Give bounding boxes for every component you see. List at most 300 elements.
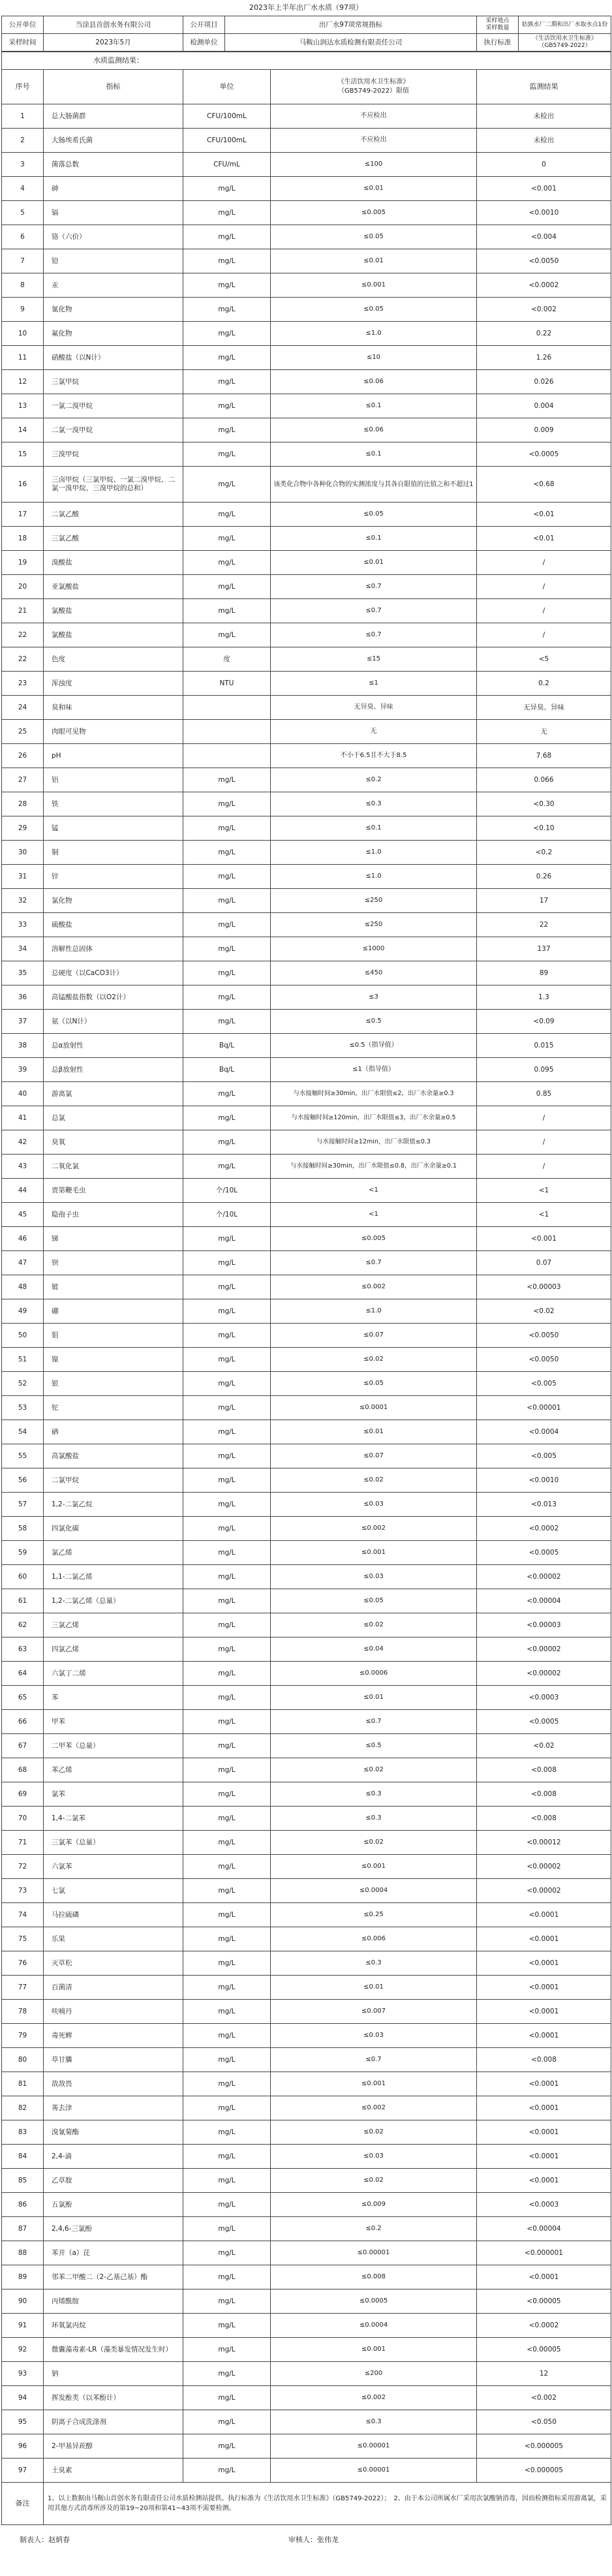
row-indicator: 氯苯 (44, 1782, 183, 1807)
table-row (2, 1396, 611, 1420)
row-result: / (477, 599, 611, 623)
row-result: <0.000001 (477, 2241, 611, 2265)
row-result: <0.0005 (477, 1710, 611, 1734)
table-row (2, 1734, 611, 1758)
table-row (2, 1855, 611, 1879)
row-unit: mg/L (183, 792, 271, 816)
row-indicator: 乙草胺 (44, 2169, 183, 2193)
row-result: <0.0005 (477, 1541, 611, 1565)
row-indicator: 六氯苯 (44, 1855, 183, 1879)
row-result: 0.2 (477, 672, 611, 696)
row-unit: mg/L (183, 2169, 271, 2193)
row-number: 40 (2, 1082, 44, 1106)
row-unit: mg/L (183, 816, 271, 841)
row-limit: ≤0.01 (271, 249, 477, 273)
row-indicator: 毒死蜱 (44, 2024, 183, 2048)
row-result: <0.0050 (477, 1324, 611, 1348)
row-indicator: pH (44, 744, 183, 768)
table-row (2, 1420, 611, 1444)
row-result: <0.005 (477, 1444, 611, 1468)
table-row (2, 1299, 611, 1324)
row-indicator: 汞 (44, 273, 183, 298)
row-number: 52 (2, 1372, 44, 1396)
row-unit: mg/L (183, 527, 271, 551)
row-indicator: 铊 (44, 1396, 183, 1420)
row-number: 21 (2, 599, 44, 623)
row-result: <0.0002 (477, 1517, 611, 1541)
row-result: <0.008 (477, 1758, 611, 1782)
reviewer-label: 审核人：张伟龙 (288, 2536, 339, 2544)
row-indicator: 铍 (44, 1275, 183, 1299)
table-row (2, 225, 611, 249)
row-indicator: 二氯乙酸 (44, 503, 183, 527)
row-indicator: 镉 (44, 201, 183, 225)
row-indicator: 三氯甲烷 (44, 370, 183, 394)
row-limit: ≤0.03 (271, 1493, 477, 1517)
table-row (2, 575, 611, 599)
table-row (2, 1807, 611, 1831)
row-number: 85 (2, 2169, 44, 2193)
row-indicator: 三卤甲烷（三氯甲烷、一氯二溴甲烷、二氯一溴甲烷、三溴甲烷的总和） (44, 467, 183, 503)
row-indicator: 三氯乙酸 (44, 527, 183, 551)
row-unit: mg/L (183, 2459, 271, 2483)
row-result: <0.0001 (477, 2096, 611, 2120)
row-result: <0.050 (477, 2410, 611, 2434)
table-row (2, 1976, 611, 2000)
results-body (2, 104, 611, 2483)
row-number: 8 (2, 273, 44, 298)
row-limit: 不应检出 (271, 104, 477, 129)
row-limit: ≤0.0005 (271, 2289, 477, 2314)
row-indicator: 浑浊度 (44, 672, 183, 696)
table-row (2, 623, 611, 647)
col-header-unit: 单位 (183, 70, 271, 104)
row-limit: ≤0.006 (271, 1927, 477, 1951)
row-number: 79 (2, 2024, 44, 2048)
row-unit (183, 696, 271, 720)
row-number: 31 (2, 865, 44, 889)
row-result: <0.0002 (477, 2314, 611, 2338)
table-row (2, 720, 611, 744)
signature-footer (1, 2525, 611, 2554)
row-indicator: 铁 (44, 792, 183, 816)
col-header-indicator: 指标 (44, 70, 183, 104)
table-row (2, 1034, 611, 1058)
row-result: 12 (477, 2362, 611, 2386)
row-number: 44 (2, 1179, 44, 1203)
row-number: 76 (2, 1951, 44, 1976)
row-limit: ≤0.1 (271, 394, 477, 418)
row-unit: mg/L (183, 1637, 271, 1662)
row-indicator: 铅 (44, 249, 183, 273)
row-number: 9 (2, 298, 44, 322)
row-limit: ≤0.03 (271, 2024, 477, 2048)
row-unit: mg/L (183, 1782, 271, 1807)
row-indicator: 六氯丁二烯 (44, 1662, 183, 1686)
remark-row (2, 2483, 611, 2525)
row-indicator: 氟化物 (44, 322, 183, 346)
row-limit: ≤0.005 (271, 201, 477, 225)
row-unit: mg/L (183, 1227, 271, 1251)
row-number: 46 (2, 1227, 44, 1251)
row-number: 96 (2, 2434, 44, 2459)
row-indicator: 溴氰菊酯 (44, 2120, 183, 2145)
row-limit: ≤15 (271, 647, 477, 672)
row-indicator: 2,4,6-三氯酚 (44, 2217, 183, 2241)
row-number: 1 (2, 104, 44, 129)
row-result: 未检出 (477, 104, 611, 129)
table-row (2, 2362, 611, 2386)
table-row (2, 2048, 611, 2072)
table-row (2, 2096, 611, 2120)
row-limit: ≤0.3 (271, 792, 477, 816)
row-number: 45 (2, 1203, 44, 1227)
header-row-2 (2, 34, 611, 52)
row-number: 77 (2, 1976, 44, 2000)
row-result: <5 (477, 647, 611, 672)
row-number: 50 (2, 1324, 44, 1348)
row-limit: ≤0.05 (271, 298, 477, 322)
row-number: 80 (2, 2048, 44, 2072)
report-sheet (1, 0, 611, 2554)
row-number: 83 (2, 2120, 44, 2145)
row-unit: mg/L (183, 1444, 271, 1468)
table-row (2, 2434, 611, 2459)
row-unit: mg/L (183, 1541, 271, 1565)
table-row (2, 527, 611, 551)
row-limit: ≤450 (271, 961, 477, 985)
row-unit: mg/L (183, 1348, 271, 1372)
row-limit: ≤1.0 (271, 1299, 477, 1324)
row-indicator: 1,1-二氯乙烯 (44, 1565, 183, 1589)
table-row (2, 201, 611, 225)
table-row (2, 1082, 611, 1106)
row-indicator: 氯酸盐 (44, 623, 183, 647)
row-indicator: 二氧化氯 (44, 1155, 183, 1179)
row-number: 69 (2, 1782, 44, 1807)
row-limit: ≤0.00001 (271, 2434, 477, 2459)
row-number: 58 (2, 1517, 44, 1541)
row-result: <0.0001 (477, 2169, 611, 2193)
row-limit: ≤0.2 (271, 2217, 477, 2241)
row-unit: mg/L (183, 1831, 271, 1855)
row-number: 63 (2, 1637, 44, 1662)
table-row (2, 394, 611, 418)
row-indicator: 铜 (44, 841, 183, 865)
row-result: 0.009 (477, 418, 611, 442)
row-indicator: 臭和味 (44, 696, 183, 720)
table-row (2, 2459, 611, 2483)
row-limit: ≤0.7 (271, 599, 477, 623)
row-result: <0.0002 (477, 273, 611, 298)
row-result: <0.0001 (477, 2000, 611, 2024)
row-number: 82 (2, 2096, 44, 2120)
row-result: <0.01 (477, 527, 611, 551)
row-indicator: 二甲苯（总量） (44, 1734, 183, 1758)
table-row (2, 2410, 611, 2434)
row-result: 0 (477, 153, 611, 177)
row-number: 60 (2, 1565, 44, 1589)
table-row (2, 1058, 611, 1082)
row-number: 3 (2, 153, 44, 177)
row-indicator: 镍 (44, 1348, 183, 1372)
row-result: <0.008 (477, 1782, 611, 1807)
header-row-1 (2, 16, 611, 34)
table-row (2, 1831, 611, 1855)
row-unit: mg/L (183, 1106, 271, 1130)
row-indicator: 2,4-滴 (44, 2145, 183, 2169)
row-number: 10 (2, 322, 44, 346)
row-limit: ≤0.07 (271, 1444, 477, 1468)
row-limit: ≤0.02 (271, 1831, 477, 1855)
row-result: / (477, 1106, 611, 1130)
table-row (2, 647, 611, 672)
row-result: <0.0050 (477, 1348, 611, 1372)
table-row (2, 129, 611, 153)
row-limit: ≤0.0004 (271, 2314, 477, 2338)
row-indicator: 砷 (44, 177, 183, 201)
table-row (2, 913, 611, 937)
row-limit: ≤0.001 (271, 1541, 477, 1565)
row-number: 2 (2, 129, 44, 153)
row-unit: mg/L (183, 273, 271, 298)
row-result: <0.30 (477, 792, 611, 816)
table-row (2, 1010, 611, 1034)
row-number: 92 (2, 2338, 44, 2362)
row-limit: 不小于6.5且不大于8.5 (271, 744, 477, 768)
row-result: <0.0001 (477, 2072, 611, 2096)
table-row (2, 1879, 611, 1903)
row-indicator: 四氯化碳 (44, 1517, 183, 1541)
row-result: <0.001 (477, 1227, 611, 1251)
row-indicator: 环氧氯丙烷 (44, 2314, 183, 2338)
row-number: 61 (2, 1589, 44, 1613)
page-title: 2023年上半年出厂水水质（97项） (249, 3, 363, 12)
row-number: 4 (2, 177, 44, 201)
table-row (2, 1493, 611, 1517)
table-row (2, 1203, 611, 1227)
row-indicator: 氰化物 (44, 298, 183, 322)
row-limit: ≤0.007 (271, 2000, 477, 2024)
row-limit: 与水接触时间≥30min，出厂水限值≤2，出厂水余量≥0.3 (271, 1082, 477, 1106)
row-number: 24 (2, 696, 44, 720)
row-unit: mg/L (183, 1517, 271, 1541)
row-limit: 与水接触时间≥120min，出厂水限值≤3，出厂水余量≥0.5 (271, 1106, 477, 1130)
row-result: <0.68 (477, 467, 611, 503)
col-header-result: 监测结果 (477, 70, 611, 104)
row-number: 84 (2, 2145, 44, 2169)
table-row (2, 816, 611, 841)
row-indicator: 总β放射性 (44, 1058, 183, 1082)
row-indicator: 甲苯 (44, 1710, 183, 1734)
row-indicator: 一氯二溴甲烷 (44, 394, 183, 418)
row-unit: mg/L (183, 1275, 271, 1299)
row-result: <0.00002 (477, 1637, 611, 1662)
row-number: 29 (2, 816, 44, 841)
table-row (2, 442, 611, 467)
table-row (2, 2169, 611, 2193)
remark-text: 1、以上数据由马鞍山首创水务有限责任公司水质检测站提供。执行标准为《生活饮用水卫生标准》（GB5749-2022）； 2、由于本公司所属水厂采用次氯酸钠消毒，因而检测指标采用游离氯，采用其他方式消毒所涉及的第19~20项和第41~43项不需要检测。 (44, 2483, 611, 2525)
row-limit: ≤1（指导值） (271, 1058, 477, 1082)
row-unit: mg/L (183, 2241, 271, 2265)
row-unit: mg/L (183, 1155, 271, 1179)
row-indicator: 总硬度（以CaCO3计） (44, 961, 183, 985)
row-unit: 个/10L (183, 1203, 271, 1227)
row-result: / (477, 623, 611, 647)
table-row (2, 1372, 611, 1396)
row-unit: mg/L (183, 2145, 271, 2169)
row-limit: ≤0.01 (271, 1976, 477, 2000)
header-label: 采样时间 (2, 34, 44, 52)
row-limit: ≤10 (271, 346, 477, 370)
row-result: <0.00002 (477, 1565, 611, 1589)
header-value: 2023年5月 (44, 34, 183, 52)
row-number: 48 (2, 1275, 44, 1299)
header-value: 出厂水97项常规指标 (225, 16, 477, 34)
row-number: 25 (2, 720, 44, 744)
row-unit: mg/L (183, 394, 271, 418)
row-number: 94 (2, 2386, 44, 2410)
row-indicator: 锑 (44, 1227, 183, 1251)
row-number: 64 (2, 1662, 44, 1686)
row-indicator: 苯 (44, 1686, 183, 1710)
row-limit: ≤0.005 (271, 1227, 477, 1251)
row-result: <1 (477, 1203, 611, 1227)
header-value: 马鞍山润达水质检测有限责任公司 (225, 34, 477, 52)
row-limit: ≤0.0001 (271, 1396, 477, 1420)
row-result: <0.0001 (477, 1951, 611, 1976)
row-unit: mg/L (183, 322, 271, 346)
row-unit: CFU/mL (183, 153, 271, 177)
table-row (2, 865, 611, 889)
row-number: 49 (2, 1299, 44, 1324)
table-row (2, 1227, 611, 1251)
row-number: 59 (2, 1541, 44, 1565)
table-row (2, 2314, 611, 2338)
row-number: 23 (2, 672, 44, 696)
table-row (2, 2338, 611, 2362)
row-unit: mg/L (183, 2410, 271, 2434)
column-header-row (2, 70, 611, 104)
row-limit: ≤0.0004 (271, 1879, 477, 1903)
row-limit: ≤0.25 (271, 1903, 477, 1927)
row-result: 0.015 (477, 1034, 611, 1058)
row-number: 20 (2, 575, 44, 599)
row-result: <0.0004 (477, 1420, 611, 1444)
row-unit: mg/L (183, 2072, 271, 2096)
row-unit: mg/L (183, 2217, 271, 2241)
row-indicator: 五氯酚 (44, 2193, 183, 2217)
row-indicator: 2-甲基异莰醇 (44, 2434, 183, 2459)
header-label: 检测单位 (183, 34, 225, 52)
row-indicator: 三溴甲烷 (44, 442, 183, 467)
table-row (2, 1637, 611, 1662)
row-result: <0.00002 (477, 1662, 611, 1686)
row-indicator: 亚氯酸盐 (44, 575, 183, 599)
row-limit: ≤0.7 (271, 2048, 477, 2072)
row-unit: mg/L (183, 599, 271, 623)
row-number: 16 (2, 467, 44, 503)
row-result: <0.0001 (477, 2120, 611, 2145)
row-limit: ≤0.3 (271, 1807, 477, 1831)
row-number: 78 (2, 2000, 44, 2024)
row-result: <0.0003 (477, 2193, 611, 2217)
row-limit: ≤0.07 (271, 1324, 477, 1348)
row-number: 81 (2, 2072, 44, 2096)
row-result: <0.00005 (477, 2338, 611, 2362)
row-unit: mg/L (183, 298, 271, 322)
row-number: 54 (2, 1420, 44, 1444)
row-result: 0.22 (477, 322, 611, 346)
table-row (2, 418, 611, 442)
header-value: 姑孰水厂二期和出厂水取水点1份 (519, 16, 611, 34)
row-limit: ≤0.001 (271, 1855, 477, 1879)
row-limit: ≤0.002 (271, 2096, 477, 2120)
row-indicator: 百菌清 (44, 1976, 183, 2000)
row-result: <0.0050 (477, 249, 611, 273)
row-limit: 与水接触时间≥30min，出厂水限值≤0.8，出厂水余量≥0.1 (271, 1155, 477, 1179)
header-label: 执行标准 (477, 34, 519, 52)
row-unit: Bq/L (183, 1058, 271, 1082)
row-unit: mg/L (183, 1396, 271, 1420)
table-row (2, 503, 611, 527)
row-result: <0.0001 (477, 1927, 611, 1951)
row-unit: mg/L (183, 1927, 271, 1951)
row-limit: <1 (271, 1179, 477, 1203)
row-limit: ≤0.01 (271, 1686, 477, 1710)
row-indicator: 铬（六价） (44, 225, 183, 249)
row-unit: CFU/100mL (183, 104, 271, 129)
row-result: <0.00012 (477, 1831, 611, 1855)
row-result: 7.68 (477, 744, 611, 768)
row-result: <0.02 (477, 1734, 611, 1758)
row-limit: ≤0.06 (271, 370, 477, 394)
row-number: 22 (2, 623, 44, 647)
row-unit: mg/L (183, 1420, 271, 1444)
row-result: <0.01 (477, 503, 611, 527)
row-number: 53 (2, 1396, 44, 1420)
row-limit: ≤0.5 (271, 1734, 477, 1758)
table-row (2, 1903, 611, 1927)
row-number: 51 (2, 1348, 44, 1372)
row-limit: ≤3 (271, 985, 477, 1010)
row-result: / (477, 1155, 611, 1179)
row-number: 90 (2, 2289, 44, 2314)
row-unit: mg/L (183, 1879, 271, 1903)
row-unit: CFU/100mL (183, 129, 271, 153)
row-limit: ≤0.02 (271, 1758, 477, 1782)
row-result: <0.000005 (477, 2434, 611, 2459)
row-number: 19 (2, 551, 44, 575)
header-table (1, 16, 611, 52)
row-number: 37 (2, 1010, 44, 1034)
row-number: 42 (2, 1130, 44, 1155)
row-limit: ≤0.008 (271, 2265, 477, 2289)
row-number: 11 (2, 346, 44, 370)
row-result: <0.02 (477, 1299, 611, 1324)
row-limit: ≤0.01 (271, 551, 477, 575)
row-indicator: 氯化物 (44, 889, 183, 913)
row-limit: ≤1.0 (271, 322, 477, 346)
row-indicator: 乐果 (44, 1927, 183, 1951)
row-unit: mg/L (183, 177, 271, 201)
row-result: <0.0001 (477, 2145, 611, 2169)
row-limit: ≤0.7 (271, 1710, 477, 1734)
row-unit: mg/L (183, 865, 271, 889)
row-indicator: 苯并（a）芘 (44, 2241, 183, 2265)
row-limit: ≤0.3 (271, 2410, 477, 2434)
row-result: 22 (477, 913, 611, 937)
